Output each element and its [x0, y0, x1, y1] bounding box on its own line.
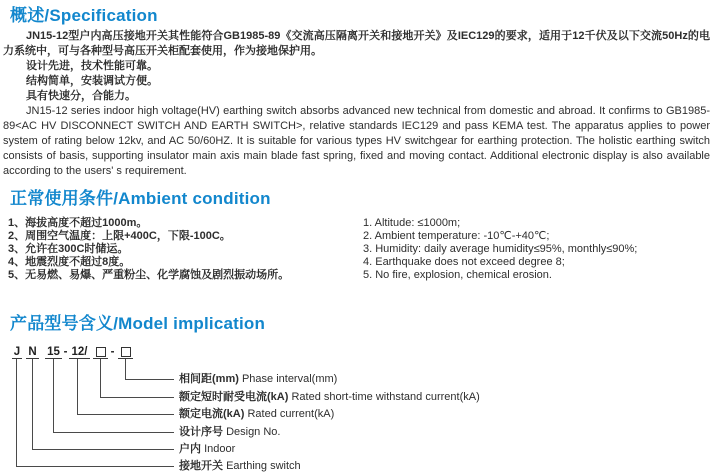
model-code-dash: - — [110, 346, 115, 358]
connector-line — [100, 359, 101, 398]
list-item: 4、地震烈度不超过8度。 — [8, 256, 131, 268]
model-code-part-N: N — [26, 346, 39, 359]
model-label-phase-interval: 相间距(mm) Phase interval(mm) — [179, 373, 338, 385]
model-code-dash: - — [63, 346, 68, 358]
list-item: 2. Ambient temperature: -10℃-+40℃; — [363, 230, 550, 242]
model-label-indoor: 户内 Indoor — [179, 443, 236, 455]
connector-line — [16, 359, 17, 467]
connector-line — [125, 359, 126, 380]
list-item: 5、无易燃、易爆、严重粉尘、化学腐蚀及剧烈振动场所。 — [8, 269, 290, 281]
list-item: 5. No fire, explosion, chemical erosion. — [363, 269, 552, 281]
connector-line — [32, 359, 33, 450]
connector-line — [77, 359, 78, 415]
feature-line: 具有快速分，合能力。 — [26, 90, 136, 102]
model-code-part-J: J — [13, 346, 21, 358]
list-item: 1、海拔高度不超过1000m。 — [8, 217, 148, 229]
model-code-part-12: 12/ — [69, 346, 90, 359]
connector-line — [125, 379, 174, 380]
model-label-rated-current: 额定电流(kA) Rated current(kA) — [179, 408, 335, 420]
model-label-withstand-current: 额定短时耐受电流(kA) Rated short-time withstand current(kA) — [179, 391, 480, 403]
connector-line — [32, 449, 174, 450]
feature-line: 结构简单，安装调试方便。 — [26, 75, 158, 87]
model-code-part-15: 15 — [45, 346, 62, 359]
empty-box-icon — [96, 347, 106, 357]
placeholder-box-icon — [93, 346, 108, 359]
specification-paragraph-english: JN15-12 series indoor high voltage(HV) earthing switch absorbs advanced new technical from domestic and abroad. It confirms to GB1985-89<AC HV DISCONNECT SWITCH AND EARTH SWITCH>, relative standards IEC129 and pass KEMA test. The apparatus applies to power system of rating below 12kv, and AC 50/60HZ. It is suitable for various types HV switchgear for earthing protection. The holistic earthing switch consists of basis, supporting insulator main axis main blade fast spring, fixed and moving contact. Additional electronic display is also available according to the users' s requirement. — [3, 105, 710, 177]
feature-line: 设计先进，技术性能可靠。 — [26, 60, 158, 72]
list-item: 1. Altitude: ≤1000m; — [363, 217, 461, 229]
ambient-condition-columns — [0, 217, 713, 282]
ambient-list-english — [363, 217, 637, 282]
connector-line — [16, 466, 174, 467]
section-title-ambient: 正常使用条件/Ambient condition — [10, 189, 271, 208]
list-item: 4. Earthquake does not exceed degree 8; — [363, 256, 565, 268]
model-code-diagram — [0, 346, 713, 474]
list-item: 2、周围空气温度：上限+400C，下限-100C。 — [8, 230, 231, 242]
feature-list — [26, 59, 713, 104]
placeholder-box-icon — [118, 346, 133, 359]
connector-line — [100, 397, 174, 398]
ambient-list-chinese — [8, 217, 355, 282]
model-label-design-no: 设计序号 Design No. — [179, 426, 281, 438]
empty-box-icon — [121, 347, 131, 357]
connector-line — [77, 414, 174, 415]
section-title-specification: 概述/Specification — [10, 6, 158, 25]
list-item: 3. Humidity: daily average humidity≤95%, monthly≤90%; — [363, 243, 638, 255]
list-item: 3、允许在300C时储运。 — [8, 243, 129, 255]
connector-line — [53, 359, 54, 433]
connector-line — [53, 432, 174, 433]
specification-paragraph-chinese: JN15-12型户内高压接地开关其性能符合GB1985-89《交流高压隔离开关和接地开关》及IEC129的要求，适用于12千伏及以下交流50Hz的电力系统中，可与各种型号高压开关柜配套使用，作为接地保护用。 — [3, 30, 710, 57]
model-label-earthing-switch: 接地开关 Earthing switch — [179, 460, 301, 472]
section-title-model: 产品型号含义/Model implication — [10, 314, 266, 333]
